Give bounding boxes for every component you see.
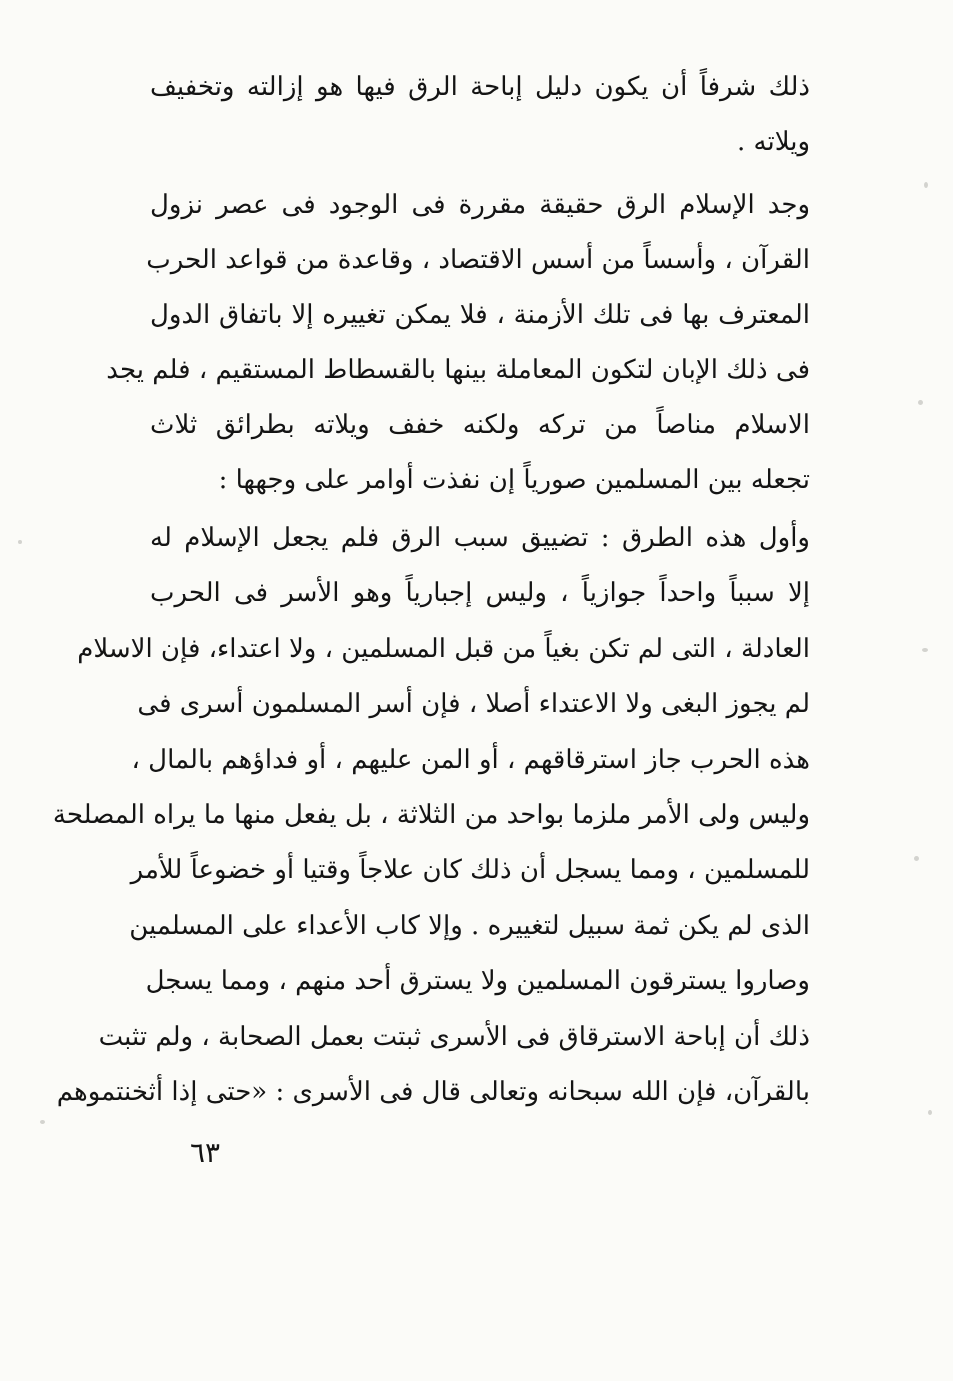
text-line: المعترف بها فى تلك الأزمنة ، فلا يمكن تغييره إلا باتفاق الدول: [150, 300, 810, 330]
text-line: إلا سبباً واحداً جوازياً ، وليس إجبارياً وهو الأسر فى الحرب: [150, 578, 810, 609]
page-number: ٦٣: [190, 1136, 221, 1169]
text-line: تجعله بين المسلمين صورياً إن نفذت أوامر على وجهها :: [218, 465, 810, 495]
scan-speck: [922, 648, 928, 652]
paragraph-2: [106, 178, 810, 508]
text-line: لم يجوز البغى ولا الاعتداء أصلا ، فإن أسر المسلمون أسرى فى: [137, 689, 810, 720]
text-line: العادلة ، التى لم تكن بغياً من قبل المسلمين ، ولا اعتداء، فإن الاسلام: [77, 633, 810, 664]
scan-speck: [40, 1120, 45, 1124]
scan-speck: [918, 400, 923, 405]
text-line: ويلاته .: [736, 127, 810, 157]
text-line: للمسلمين ، ومما يسجل أن ذلك كان علاجاً وقتيا أو خضوعاً للأمر: [130, 855, 810, 886]
text-line: ذلك أن إباحة الاسترقاق فى الأسرى ثبتت بعمل الصحابة ، ولم تثبت: [98, 1021, 810, 1052]
text-line: وليس ولى الأمر ملزما بواحد من الثلاثة ، بل يفعل منها ما يراه المصلحة: [52, 799, 810, 830]
scan-speck: [924, 182, 928, 188]
scan-speck: [914, 856, 919, 861]
scan-speck: [928, 1110, 932, 1115]
paragraph-3: [52, 511, 810, 1120]
paragraph-1: [150, 60, 810, 170]
text-line: وجد الإسلام الرق حقيقة مقررة فى الوجود فى عصر نزول: [150, 190, 810, 220]
text-line: ذلك شرفاً أن يكون دليل إباحة الرق فيها هو إزالته وتخفيف: [150, 72, 810, 102]
text-line: بالقرآن، فإن الله سبحانه وتعالى قال فى الأسرى : «حتى إذا أثخنتموهم: [56, 1076, 810, 1107]
text-line: وأول هذه الطرق : تضييق سبب الرق فلم يجعل الإسلام له: [150, 523, 810, 553]
scan-speck: [18, 540, 22, 544]
text-line: وصاروا يسترقون المسلمين ولا يسترق أحد منهم ، ومما يسجل: [145, 966, 810, 997]
text-line: الذى لم يكن ثمة سبيل لتغييره . وإلا كاب الأعداء على المسلمين: [129, 910, 810, 941]
text-line: القرآن ، وأسساً من أسس الاقتصاد ، وقاعدة من قواعد الحرب: [146, 245, 810, 275]
text-line: فى ذلك الإبان لتكون المعاملة بينها بالقسطاط المستقيم ، فلم يجد: [106, 355, 810, 385]
text-line: الاسلام مناصاً من تركه ولكنه خفف ويلاته بطرائق ثلاث: [150, 410, 810, 440]
text-line: هذه الحرب جاز استرقاقهم ، أو المن عليهم ، أو فداؤهم بالمال ،: [131, 744, 810, 775]
